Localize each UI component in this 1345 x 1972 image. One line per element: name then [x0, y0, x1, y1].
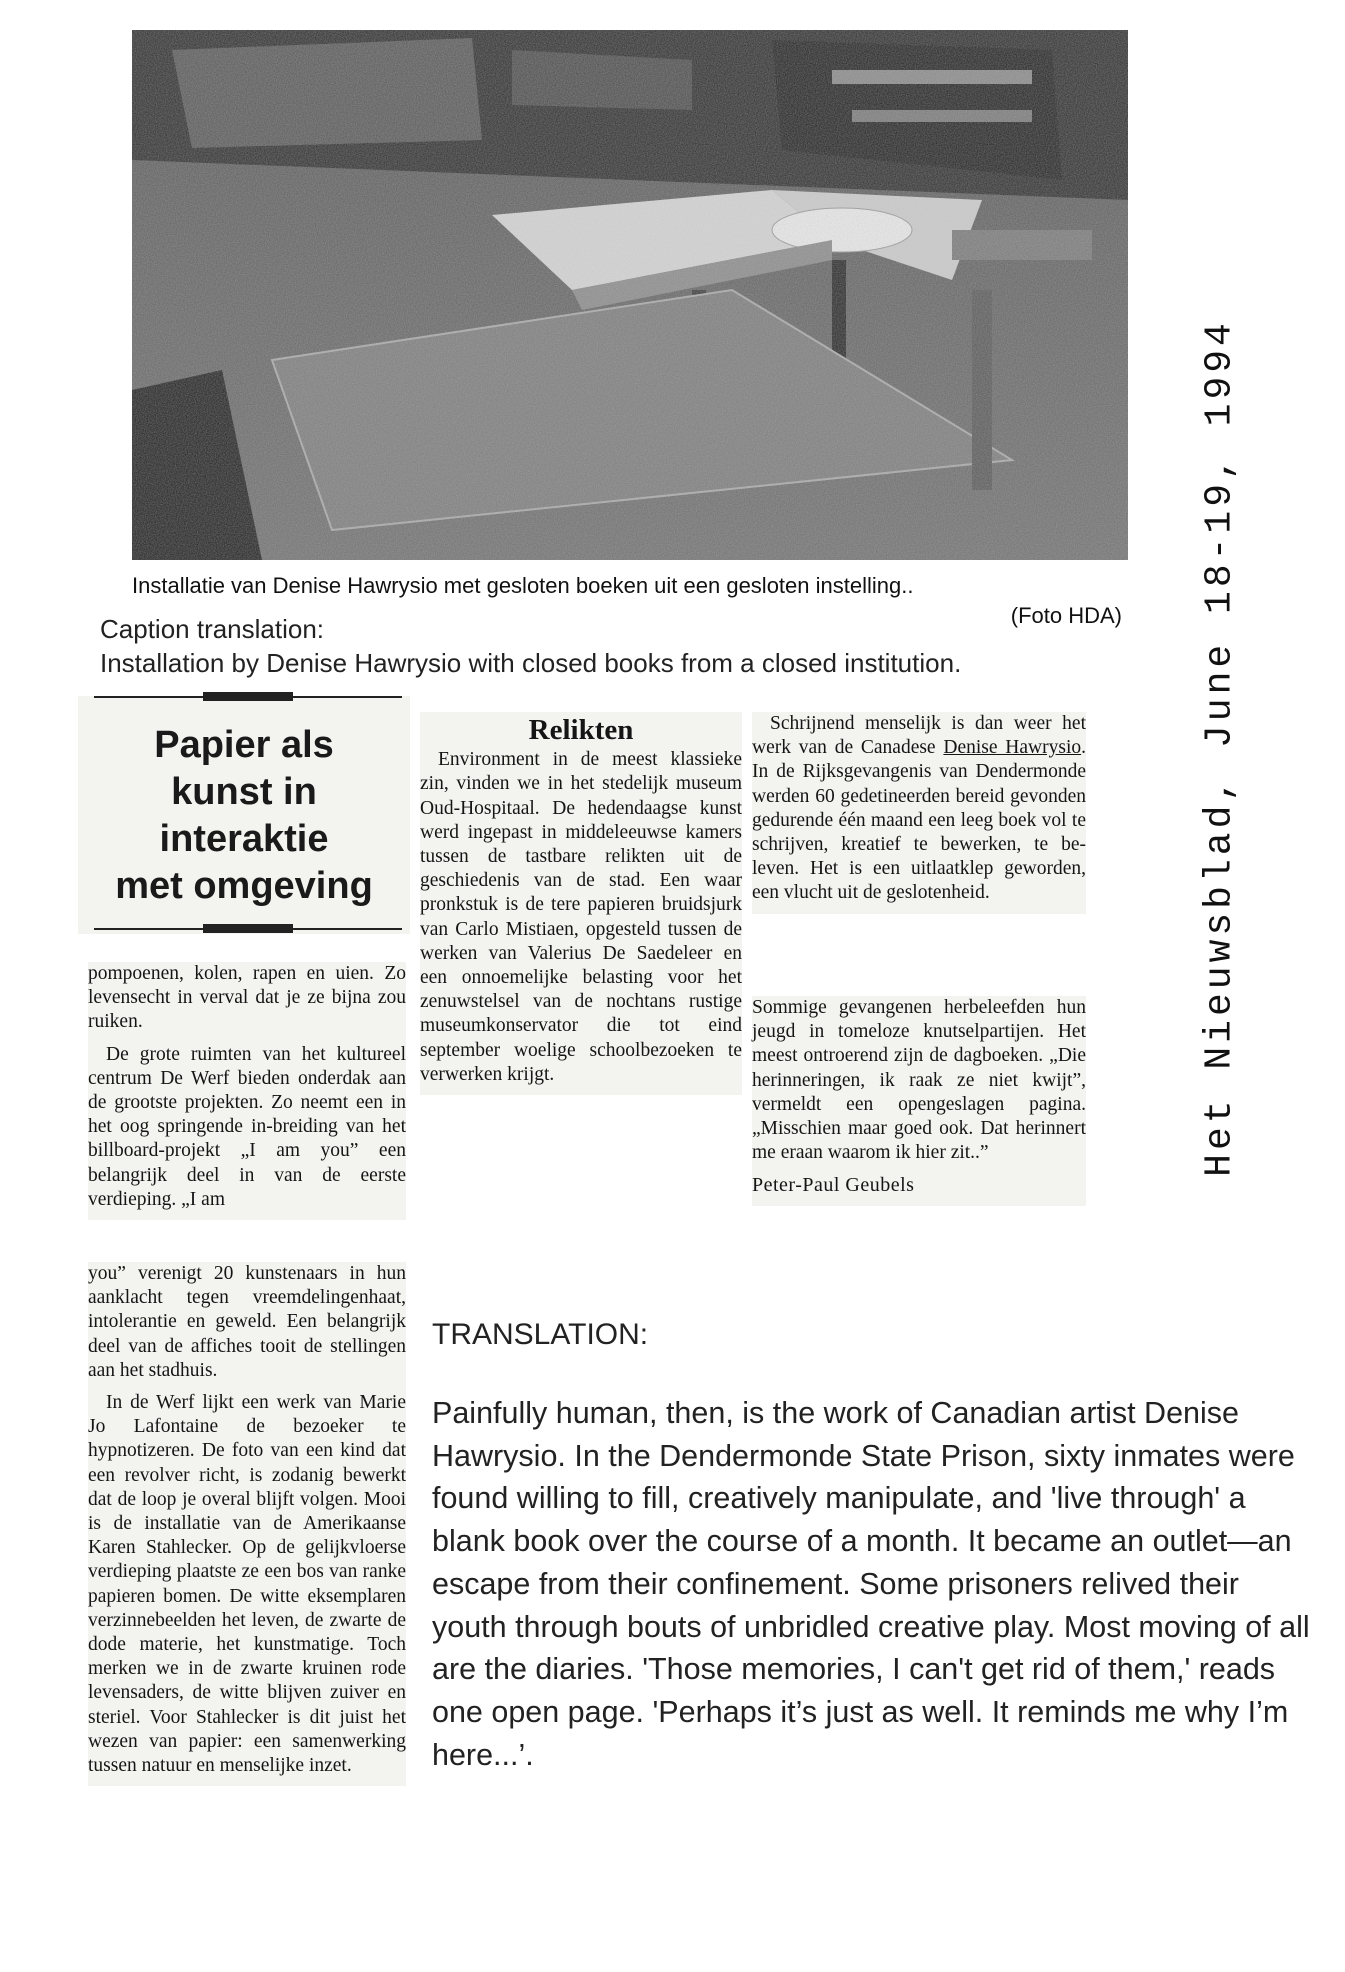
caption-translation-text: Installation by Denise Hawrysio with closed books from a closed institution.	[100, 648, 962, 678]
installation-photo-image	[132, 30, 1128, 560]
source-date: Het Nieuwsblad, June 18-19, 1994	[1198, 319, 1242, 1177]
photo-caption: Installatie van Denise Hawrysio met gesloten boeken uit een gesloten instelling..	[132, 573, 914, 598]
photo-credit: (Foto HDA)	[1010, 603, 1122, 628]
paragraph: pompoenen, kolen, rapen en uien. Zo levensecht in verval dat je ze bijna zou ruiken.	[88, 963, 406, 1033]
paragraph: Sommige gevangenen herbeleefden hun jeugd in tomeloze knutselpartijen. Het meest ontroerend zijn de dagboeken. „Die herinneringen, ik raak ze niet kwijt”, vermeldt een opengeslagen pagina. „Misschien maar goed ook. Dat herinnert me eraan waarom ik hier zit..”	[752, 997, 1086, 1164]
section-subhead: Relikten	[528, 714, 634, 746]
headline-line: kunst in	[171, 771, 317, 813]
author-signature: Peter-Paul Geubels	[752, 1174, 915, 1197]
article-headline	[88, 722, 400, 910]
article-column-3-continued	[752, 996, 1086, 1206]
paragraph: Environment in de meest klassieke zin, vinden we in het stedelijk museum Oud-Hospitaal. De hedendaagse kunst werd ingepast in middeleeuwse kamers tussen de tastbare relikten uit de geschiedenis van de stad. Een waar pronkstuk is de tere papieren bruidsjurk van Carlo Mistiaen, opgesteld tussen de werken van Valerius De Saedeleer en een onnoemelijke belasting voor het zenuwstelsel van de nochtans rustige museumkonservator die tot eind september woelige schoolbezoeken te verwerken krijgt.	[420, 749, 742, 1085]
article-column-1-continued	[88, 1262, 406, 1786]
translation-text: Painfully human, then, is the work of Canadian artist Denise Hawrysio. In the Dendermonde State Prison, sixty inmates were found willing to fill, creatively manipulate, and 'live through' a blank book over the course of a month. It became an outlet—an escape from their confinement. Some prisoners relived their youth through bouts of unbridled creative play. Most moving of all are the diaries. 'Those memories, I can't get rid of them,' reads one open page. 'Perhaps it’s just as well. It reminds me why I’m here...’.	[432, 1396, 1310, 1772]
paragraph: De grote ruimten van het kultureel centrum De Werf bieden onderdak aan de grootste projekten. Zo neemt een in het oog springende in-breiding van het billboard-projekt „I am you” een belangrijk deel in van de eerste verdieping. „I am	[88, 1043, 406, 1210]
paragraph	[752, 712, 1086, 906]
article-column-1	[88, 962, 406, 1220]
headline-line: met omgeving	[115, 865, 373, 907]
translation-label: TRANSLATION:	[432, 1318, 649, 1351]
text-span: Schrijnend menselijk is dan weer het werk van de Canadese	[752, 713, 1086, 759]
artist-name: Denise Hawrysio	[943, 737, 1082, 759]
headline-line: Papier als	[154, 724, 334, 766]
text-span: . In de Rijksgevangenis van Dendermonde werden 60 gedetineerden bereid gevonden gedurende één maand een leeg boek vol te schrijven, kreatief te bewerken, te be-leven. Het is een uitlaatklep geworden, een vlucht uit de geslotenheid.	[752, 737, 1086, 904]
article-column-2	[420, 712, 742, 1095]
headline-line: interaktie	[159, 818, 329, 860]
article-column-3	[752, 712, 1086, 914]
article-photo	[132, 30, 1128, 560]
paragraph: In de Werf lijkt een werk van Marie Jo Lafontaine de bezoeker te hypnotizeren. De foto van een kind dat een revolver richt, is zodanig bewerkt dat de loop je overal blijft volgen. Mooi is de installatie van de Amerikaanse Karen Stahlecker. Op de gelijkvloerse verdieping plaatste ze een bos van ranke papieren bomen. De witte eksemplaren verzinnebeelden het leven, de zwarte de dode materie, het kunstmatige. Toch merken we in de zwarte kruinen rode levensaders, de witte blijven zuiver en steriel. Voor Stahlecker is dit juist het wezen van papier: een samenwerking tussen natuur en menselijke inzet.	[88, 1392, 406, 1777]
paragraph: you” verenigt 20 kunstenaars in hun aanklacht tegen vreemdelingenhaat, intolerantie en geweld. Een belangrijk deel van de affiches tooit de stellingen aan het stadhuis.	[88, 1263, 406, 1381]
headline-box	[78, 696, 410, 934]
caption-translation-label: Caption translation:	[100, 614, 325, 644]
